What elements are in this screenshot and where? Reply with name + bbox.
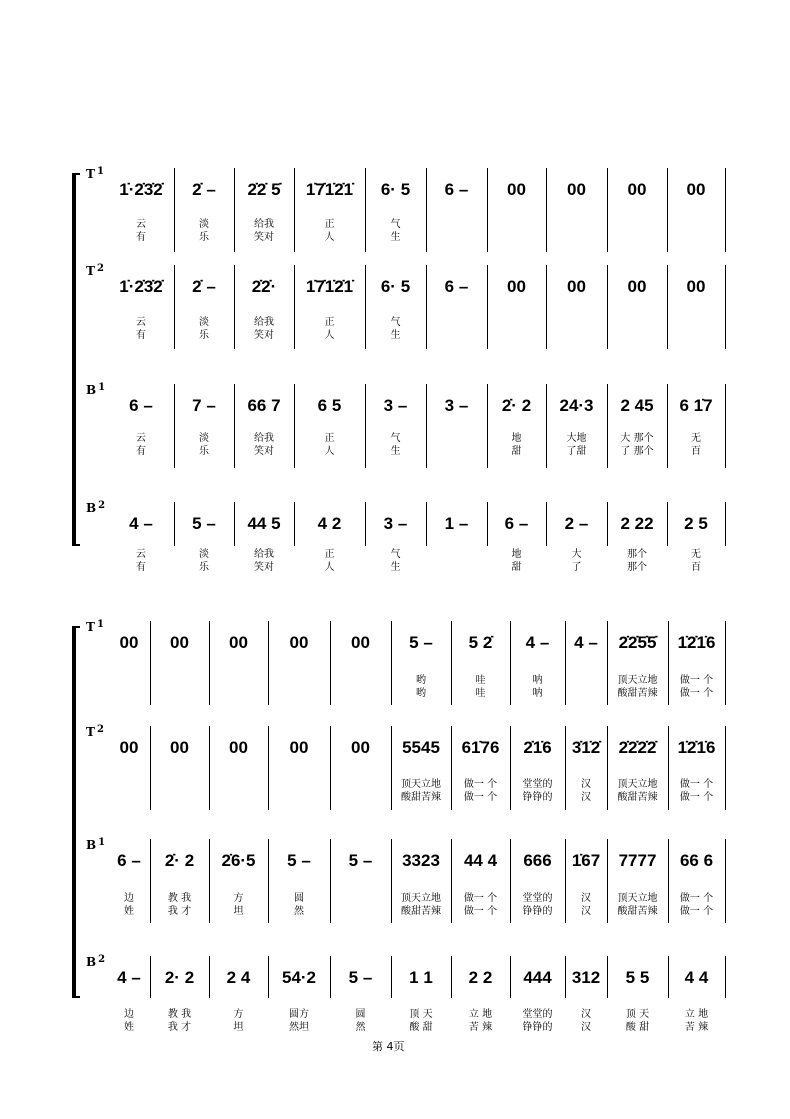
lyric-text: 气 生 (390, 317, 401, 341)
note-group: 6 – (504, 514, 529, 533)
note-group: 66 7 (247, 396, 281, 415)
note-group: 6 – (444, 277, 469, 296)
lyric-text: 大 那个 了 那个 (620, 433, 654, 457)
barline (487, 384, 488, 468)
barline (565, 839, 566, 923)
note-group: 00 (627, 180, 647, 199)
barline (607, 726, 608, 810)
note-group: 24·3 (559, 396, 594, 415)
note-group: 2̇2̇· (251, 277, 277, 296)
note-group: 44 4 (463, 851, 498, 870)
note-group: 5 2̇ (468, 633, 493, 652)
lyric-text: 顶天立地 酸甜苦辣 (617, 675, 658, 699)
lyric-text: 气 生 (390, 549, 401, 573)
lyric-text: 云 有 (136, 433, 146, 457)
note-group: 00 (351, 738, 370, 757)
barline (607, 956, 608, 998)
note-group: 00 (170, 738, 189, 757)
note-group: 2 – (564, 514, 589, 533)
barline (607, 384, 608, 468)
note-group: 3 – (383, 514, 408, 533)
barline (667, 168, 668, 252)
lyric-text: 大地 了甜 (566, 433, 587, 457)
barline (725, 839, 726, 923)
note-group: 00 (119, 738, 139, 757)
lyric-text: 边 姓 (124, 1009, 134, 1033)
barline (234, 384, 235, 468)
part-letter: T (86, 620, 95, 634)
barline (330, 839, 331, 923)
barline (365, 502, 366, 546)
barline (426, 384, 427, 468)
note-group: 5 – (409, 633, 433, 652)
note-group: 5 5 (625, 968, 650, 987)
note-group: 1̇2̇1̇6 (677, 738, 716, 757)
barline (725, 621, 726, 705)
note-group: 4 2 (317, 514, 342, 533)
lyric-text: 给我 笑对 (254, 433, 274, 457)
note-group: 4 – (117, 968, 141, 987)
barline (294, 384, 295, 468)
lyric-text: 正 人 (324, 219, 335, 243)
part-number: 1 (98, 382, 106, 393)
note-group: 5 – (192, 514, 216, 533)
barline (487, 168, 488, 252)
lyric-text: 无 百 (691, 549, 701, 573)
note-group: 5 – (348, 968, 373, 987)
lyric-text: 那个 那个 (627, 549, 647, 573)
part-number: 2 (98, 500, 106, 511)
note-group: 00 (627, 277, 647, 296)
barline (510, 956, 511, 998)
part-letter: T (86, 167, 95, 181)
note-group: 54·2 (281, 968, 317, 987)
lyric-text: 地 甜 (511, 549, 522, 573)
system-brace (72, 626, 76, 998)
note-group: 6 5 (317, 396, 342, 415)
barline (234, 265, 235, 349)
note-group: 6 – (129, 396, 153, 415)
lyric-text: 方 坦 (233, 893, 244, 917)
barline (451, 726, 452, 810)
note-group: 312 (571, 968, 601, 987)
barline (510, 726, 511, 810)
barline (234, 168, 235, 252)
barline (174, 265, 175, 349)
note-group: 00 (686, 180, 706, 199)
note-group: 6· 5 (380, 277, 411, 296)
note-group: 4 – (525, 633, 550, 652)
barline (546, 265, 547, 349)
note-group: 3̇1̇2̇ (571, 738, 601, 757)
lyric-text: 做一 个 做一 个 (679, 779, 714, 803)
lyric-text: 立 地 苦 辣 (468, 1009, 493, 1033)
lyric-text: 汉 汉 (581, 893, 591, 917)
barline (451, 621, 452, 705)
barline (391, 839, 392, 923)
note-group: 2̇2̇2̇2̇ (618, 738, 657, 757)
note-group: 7 – (192, 396, 216, 415)
note-group: 2̇ – (192, 180, 216, 199)
barline (209, 726, 210, 810)
part-number: 2 (96, 724, 104, 735)
note-group: 2̇1̇6 (523, 738, 552, 757)
note-group: 5 – (348, 851, 373, 870)
barline (668, 956, 669, 998)
barline (668, 621, 669, 705)
note-group: 4 – (129, 514, 153, 533)
barline (150, 621, 151, 705)
note-group: 00 (119, 633, 139, 652)
lyric-text: 汉 汉 (581, 779, 591, 803)
lyric-text: 圆方 然坦 (289, 1009, 309, 1033)
barline (426, 168, 427, 252)
part-label (86, 837, 105, 852)
barline (209, 839, 210, 923)
note-group: 00 (170, 633, 189, 652)
lyric-text: 堂堂的 铮铮的 (522, 779, 553, 803)
barline (294, 168, 295, 252)
note-group: 4 4 (684, 968, 709, 987)
lyric-text: 给我 笑对 (254, 317, 274, 341)
lyric-text: 顶天立地 酸甜苦辣 (617, 779, 658, 803)
barline (150, 726, 151, 810)
note-group: 2 4 (226, 968, 251, 987)
lyric-text: 做一 个 做一 个 (679, 893, 714, 917)
part-label (86, 619, 104, 634)
barline (668, 726, 669, 810)
barline (150, 839, 151, 923)
barline (565, 726, 566, 810)
note-group: 5 – (287, 851, 311, 870)
note-group: 66 6 (679, 851, 714, 870)
barline (546, 502, 547, 546)
note-group: 00 (686, 277, 706, 296)
barline (365, 384, 366, 468)
lyric-text: 气 生 (390, 219, 401, 243)
part-number: 1 (96, 619, 104, 630)
barline (268, 839, 269, 923)
barline (294, 265, 295, 349)
barline (725, 384, 726, 468)
part-letter: B (86, 383, 97, 397)
barline (607, 265, 608, 349)
note-group: 6· 5 (380, 180, 411, 199)
lyric-text: 淡 乐 (199, 433, 209, 457)
barline (667, 384, 668, 468)
note-group: 2̇· 2 (501, 396, 532, 415)
barline (268, 621, 269, 705)
note-group: 2 45 (620, 396, 654, 415)
barline (330, 726, 331, 810)
lyric-text: 给我 笑对 (254, 219, 274, 243)
note-group: 00 (289, 738, 309, 757)
part-label (86, 724, 104, 739)
lyric-text: 顶 天 酸 甜 (409, 1009, 433, 1033)
lyric-text: 云 有 (136, 219, 146, 243)
note-group: 1̇·2̇3̇2̇ (119, 277, 163, 296)
note-group: 1̇2̇1̇6 (677, 633, 716, 652)
lyric-text: 无 百 (691, 433, 701, 457)
lyric-text: 堂堂的 铮铮的 (522, 1009, 553, 1033)
note-group: 00 (507, 180, 526, 199)
part-number: 1 (96, 166, 104, 177)
note-group: 00 (567, 180, 586, 199)
lyric-text: 圆 然 (355, 1009, 366, 1033)
lyric-text: 立 地 苦 辣 (684, 1009, 709, 1033)
note-group: 2 22 (620, 514, 654, 533)
note-group: 3 – (444, 396, 469, 415)
note-group: 6 – (444, 180, 469, 199)
barline (510, 839, 511, 923)
barline (607, 168, 608, 252)
lyric-text: 做一 个 做一 个 (463, 779, 498, 803)
note-group: 444 (523, 968, 552, 987)
note-group: 2̇2̇5̇5̇ (618, 633, 657, 652)
lyric-text: 云 有 (136, 317, 146, 341)
barline (365, 265, 366, 349)
part-number: 1 (98, 837, 106, 848)
lyric-text: 方 坦 (233, 1009, 244, 1033)
barline (668, 839, 669, 923)
barline (150, 956, 151, 998)
barline (667, 265, 668, 349)
part-letter: T (86, 725, 95, 739)
lyric-text: 顶 天 酸 甜 (625, 1009, 650, 1033)
barline (487, 265, 488, 349)
barline (391, 621, 392, 705)
note-group: 1̇67 (571, 851, 601, 870)
note-group: 00 (229, 633, 248, 652)
barline (565, 956, 566, 998)
note-group: 5545 (402, 738, 440, 757)
lyric-text: 正 人 (324, 433, 335, 457)
note-group: 00 (351, 633, 370, 652)
note-group: 44 5 (247, 514, 281, 533)
lyric-text: 淡 乐 (199, 219, 209, 243)
lyric-text: 大 了 (571, 549, 582, 573)
note-group: 7777 (618, 851, 657, 870)
part-label (86, 263, 104, 278)
barline (174, 502, 175, 546)
note-group: 2̇6·5 (221, 851, 256, 870)
note-group: 00 (507, 277, 526, 296)
note-group: 1 1 (409, 968, 433, 987)
lyric-text: 呐 呐 (532, 675, 543, 699)
note-group: 2· 2 (164, 968, 195, 987)
barline (487, 502, 488, 546)
lyric-text: 正 人 (324, 549, 335, 573)
barline (607, 621, 608, 705)
note-group: 2̇2̇ 5̇ (247, 180, 281, 199)
barline (607, 839, 608, 923)
barline (209, 621, 210, 705)
note-group: 6 1̇7 (679, 396, 713, 415)
part-label (86, 382, 105, 397)
lyric-text: 地 甜 (511, 433, 522, 457)
barline (234, 502, 235, 546)
note-group: 2 2 (468, 968, 493, 987)
barline (426, 265, 427, 349)
barline (209, 956, 210, 998)
barline (725, 502, 726, 546)
lyric-text: 哟 哟 (416, 675, 426, 699)
barline (451, 839, 452, 923)
note-group: 1̇·2̇3̇2̇ (119, 180, 163, 199)
barline (451, 956, 452, 998)
lyric-text: 做一 个 做一 个 (679, 675, 714, 699)
lyric-text: 淡 乐 (199, 549, 209, 573)
lyric-text: 淡 乐 (199, 317, 209, 341)
part-label (86, 954, 105, 969)
lyric-text: 教 我 我 才 (167, 893, 192, 917)
part-letter: B (86, 838, 97, 852)
note-group: 61̇76 (461, 738, 500, 757)
barline (667, 502, 668, 546)
note-group: 2 5 (684, 514, 708, 533)
part-label (86, 166, 104, 181)
lyric-text: 堂堂的 铮铮的 (522, 893, 553, 917)
barline (725, 726, 726, 810)
lyric-text: 顶天立地 酸甜苦辣 (617, 893, 658, 917)
system-brace (72, 173, 76, 546)
barline (725, 265, 726, 349)
barline (510, 621, 511, 705)
barline (426, 502, 427, 546)
barline (268, 726, 269, 810)
barline (546, 168, 547, 252)
part-letter: T (86, 264, 95, 278)
lyric-text: 圆 然 (294, 893, 304, 917)
part-label (86, 500, 105, 515)
barline (330, 956, 331, 998)
barline (391, 726, 392, 810)
page-number: 第 4页 (372, 1040, 405, 1053)
note-group: 2̇ – (192, 277, 216, 296)
barline (174, 168, 175, 252)
note-group: 00 (567, 277, 586, 296)
part-number: 2 (98, 954, 106, 965)
note-group: 3323 (402, 851, 440, 870)
lyric-text: 做一 个 做一 个 (463, 893, 498, 917)
note-group: 2̇· 2 (164, 851, 195, 870)
note-group: 4 – (574, 633, 598, 652)
part-letter: B (86, 955, 97, 969)
lyric-text: 顶天立地 酸甜苦辣 (401, 893, 441, 917)
barline (268, 956, 269, 998)
barline (330, 621, 331, 705)
barline (365, 168, 366, 252)
barline (391, 956, 392, 998)
barline (725, 956, 726, 998)
lyric-text: 顶天立地 酸甜苦辣 (401, 779, 441, 803)
note-group: 6 – (117, 851, 141, 870)
part-number: 2 (96, 263, 104, 274)
barline (725, 168, 726, 252)
barline (546, 384, 547, 468)
note-group: 666 (523, 851, 552, 870)
lyric-text: 给我 笑对 (254, 549, 274, 573)
barline (565, 621, 566, 705)
barline (294, 502, 295, 546)
note-group: 00 (289, 633, 309, 652)
note-group: 3 – (383, 396, 408, 415)
lyric-text: 教 我 我 才 (167, 1009, 192, 1033)
note-group: 1̇7̇1̇2̇1̇ (305, 277, 354, 296)
lyric-text: 正 人 (324, 317, 335, 341)
note-group: 00 (229, 738, 248, 757)
lyric-text: 云 有 (136, 549, 146, 573)
barline (607, 502, 608, 546)
note-group: 1 – (444, 514, 469, 533)
lyric-text: 边 姓 (124, 893, 134, 917)
part-letter: B (86, 501, 97, 515)
lyric-text: 哇 哇 (475, 675, 486, 699)
note-group: 1̇7̇1̇2̇1̇ (305, 180, 354, 199)
lyric-text: 汉 汉 (581, 1009, 591, 1033)
barline (174, 384, 175, 468)
lyric-text: 气 生 (390, 433, 401, 457)
